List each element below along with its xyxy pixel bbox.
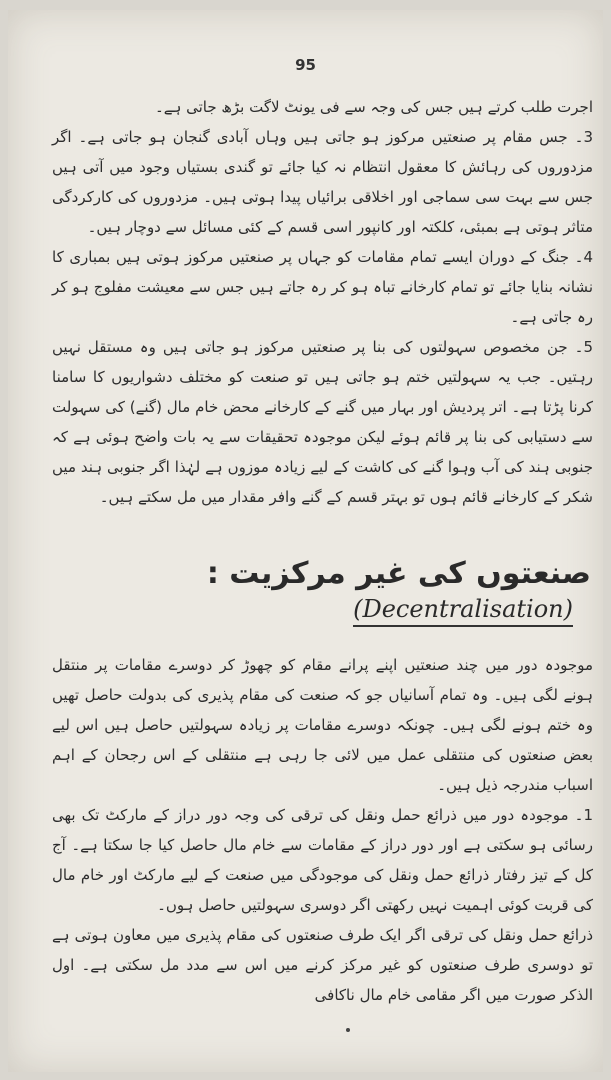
ink-dot	[346, 1028, 350, 1032]
underline-divider	[353, 625, 573, 627]
paragraph: ذرائع حمل ونقل کی ترقی اگر ایک طرف صنعتوں کی مقام پذیری میں معاون ہوتی ہے تو دوسری طرف صنعتوں کو غیر مرکز کرنے میں اس سے مدد مل سکتی ہے۔ اول الذکر صورت میں اگر مقامی خام مال ناکافی	[52, 926, 593, 1004]
paragraph: 3۔ جس مقام پر صنعتیں مرکوز ہو جاتی ہیں وہاں آبادی گنجان ہو جاتی ہے۔ اگر مزدوروں کی رہائش کا معقول انتظام نہ کیا جائے تو گندی بستیاں وجود میں آتی ہیں جس سے بہت سی سماجی اور اخلاقی برائیاں پیدا ہوتی ہیں۔ مزدوروں کی کارکردگی متاثر ہوتی ہے بمبئی، کلکتہ اور کانپور اسی قسم کے کئی مسائل سے دوچار ہیں۔	[52, 128, 593, 236]
paragraph: 5۔ جن مخصوص سہولتوں کی بنا پر صنعتیں مرکوز ہو جاتی ہیں وہ مستقل نہیں رہتیں۔ جب یہ سہولتیں ختم ہو جاتی ہیں تو صنعت کو مختلف دشواریوں کا سامنا کرنا پڑتا ہے۔ اتر پردیش اور بہار میں گنے کے کارخانے محض خام مال (گنے) کی سہولت سے دستیابی کی بنا پر قائم ہوئے لیکن موجودہ تحقیقات سے یہ بات واضح ہوئی ہے کہ جنوبی ہند کی آب وہوا گنے کی کاشت کے لیے زیادہ موزوں ہے لہٰذا اگر جنوبی ہند میں شکر کے کارخانے قائم ہوں تو بہتر قسم کے گنے وافر مقدار میں مل سکتے ہیں۔	[52, 338, 593, 506]
paragraph: اجرت طلب کرتے ہیں جس کی وجہ سے فی یونٹ لاگت بڑھ جاتی ہے۔	[154, 98, 593, 116]
section-heading: صنعتوں کی غیر مرکزیت :	[206, 556, 591, 591]
paragraph: 1۔ موجودہ دور میں ذرائع حمل ونقل کی ترقی کی وجہ دور دراز کے مارکٹ تک بھی رسائی ہو سکتی ہے اور دور دراز کے مقامات سے خام مال حاصل کیا جا سکتا ہے۔ آج کل کے تیز رفتار ذرائع حمل ونقل کی موجودگی میں صنعت کے لیے مارکٹ اور خام مال کی قربت کوئی اہمیت نہیں رکھتی اگر دوسری سہولتیں حاصل ہوں۔	[52, 806, 593, 914]
book-page	[8, 10, 603, 1072]
page-number: 95	[295, 56, 316, 74]
paragraph: 4۔ جنگ کے دوران ایسے تمام مقامات کو جہاں پر صنعتیں مرکوز ہوتی ہیں بمباری کا نشانہ بنایا جائے تو تمام کارخانے تباہ ہو کر رہ جاتے ہیں جس سے معیشت مفلوج ہو کر رہ جاتی ہے۔	[52, 248, 593, 326]
section-subheading	[353, 595, 573, 623]
top-text-block	[52, 92, 593, 512]
subheading-text: (Decentralisation)	[353, 595, 573, 623]
bottom-text-block	[52, 650, 593, 1010]
paragraph: موجودہ دور میں چند صنعتیں اپنے پرانے مقام کو چھوڑ کر دوسرے مقامات پر منتقل ہونے لگی ہیں۔ وہ تمام آسانیاں جو کہ صنعت کی مقام پذیری کی بدولت حاصل تھیں وہ ختم ہونے لگی ہیں۔ چونکہ دوسرے مقامات پر زیادہ سہولتیں حاصل ہیں اس لیے بعض صنعتوں کی منتقلی عمل میں لائی جا رہی ہے منتقلی کے اس رجحان کے اہم اسباب مندرجہ ذیل ہیں۔	[52, 656, 593, 794]
